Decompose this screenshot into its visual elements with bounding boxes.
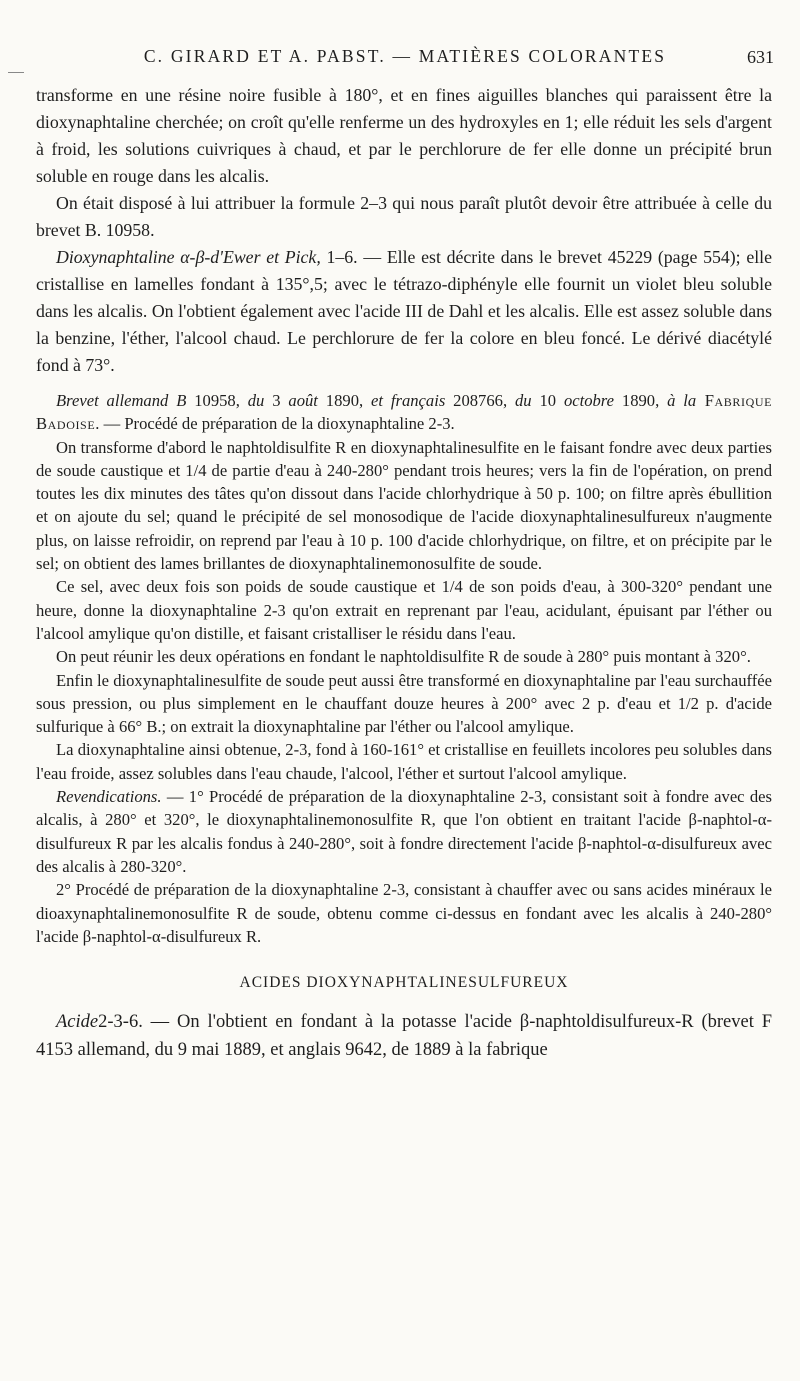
acide-text: 2-3-6. — On l'obtient en fondant à la potasse l'acide β-naphtoldisulfureux-R (brevet F 4153 allemand, du 9 mai 1889, et anglais 9642, de 1889 à la fabrique: [36, 1012, 772, 1061]
page-number: 631: [747, 47, 774, 67]
patent-title-part: et français: [371, 391, 446, 410]
compound-description: 1–6. — Elle est décrite dans le brevet 45229 (page 554); elle cristallise en lamelles fondant à 135°,5; avec le tétrazo-diphényle elle fournit un violet bleu soluble dans les alcalis. On l'obtient également avec l'acide III de Dahl et les alcalis. Elle est assez soluble dans la benzine, l'éther, l'alcool chaud. Le perchlorure de fer la colore en bleu foncé. Le dérivé diacétylé fond à 73°.: [36, 247, 772, 375]
patent-subject: . — Procédé de préparation de la dioxynaphtaline 2-3.: [95, 414, 455, 434]
paragraph-claim-2: 2° Procédé de préparation de la dioxynaphtaline 2-3, consistant à chauffer avec ou sans acides minéraux le dioaxynaphtalinemonosulfite R de soude, obtenu comme ci-dessus en fondant avec les alcalis à 240-280° l'acide β-naphtol-α-disulfureux R.: [36, 880, 772, 946]
page-body: [36, 82, 772, 1064]
patent-day-de: 3: [264, 391, 289, 410]
claims-label: Revendications.: [56, 787, 162, 807]
paragraph-formula: On était disposé à lui attribuer la formule 2–3 qui nous paraît plutôt devoir être attribuée à celle du brevet B. 10958.: [36, 193, 772, 240]
paragraph-acide-2-3-6: [36, 1008, 772, 1064]
patent-month-fr: octobre: [563, 391, 615, 410]
patent-title-part: du: [514, 391, 532, 410]
paragraph-procedure-3: On peut réunir les deux opérations en fondant le naphtoldisulfite R de soude à 280° puis montant à 320°.: [56, 647, 751, 667]
patent-title-part: à la: [667, 391, 697, 410]
paragraph-procedure-4: Enfin le dioxynaphtalinesulfite de soude peut aussi être transformé en dioxynaphtaline par l'eau surchauffée sous pression, ou plus simplement en le chauffant douze heures à 200° avec 2 p. d'eau et 1/2 p. d'acide sulfurique à 66° B.; on extrait la dioxynaphtaline par l'éther ou l'alcool amylique.: [36, 670, 772, 737]
paragraph-procedure-2: Ce sel, avec deux fois son poids de soude caustique et 1/4 de son poids d'eau, à 300-320° pendant une heure, donne la dioxynaphtaline 2-3 qu'on extrait en reprenant par l'eau, acidulant, épuisant par l'éther ou l'alcool amylique qu'on distille, et faisant cristalliser le résidu dans l'eau.: [36, 577, 772, 643]
spacer: [36, 379, 772, 389]
patent-company: Fabrique Badoise: [36, 391, 773, 434]
paragraph-claims: [36, 785, 772, 878]
patent-title-part: du: [247, 391, 265, 410]
patent-day-fr: 10: [531, 391, 564, 410]
section-heading: ACIDES DIOXYNAPHTALINESULFUREUX: [239, 974, 569, 992]
patent-title-part: Brevet allemand B: [56, 391, 187, 410]
patent-number-fr: 208766,: [445, 391, 515, 410]
acide-label: Acide: [56, 1012, 99, 1033]
running-title: C. GIRARD ET A. PABST. — MATIÈRES COLORANTES: [143, 46, 667, 66]
claims-text: — 1° Procédé de préparation de la dioxynaphtaline 2-3, consistant soit à fondre avec des alcalis, à 280° et 320°, le dioxynaphtalinemonosulfite R, que l'on obtient en traitant l'acide β-naphtol-α-disulfureux R par les alcalis fondus à 240-280°, soit à fondre directement l'acide β-naphtol-α-disulfureux avec des alcalis à 280-320°.: [36, 787, 772, 876]
paragraph-procedure-1: On transforme d'abord le naphtoldisulfite R en dioxynaphtalinesulfite en le faisant fondre avec deux parties de soude caustique et 1/4 de partie d'eau à 240-280° pendant trois heures; vers la fin de l'opération, on prend toutes les dix minutes des tâtes qu'on dissout dans l'acide chlorhydrique à 50 p. 100; on filtre après ébullition et on ajoute du sel; quand le précipité de sel monosodique de l'acide dioxynaphtalinesulfureux n'augmente plus, on laisse refroidir, on reprend par l'eau à 10 p. 100 d'acide chlorhydrique, on filtre, et on précipite par le sel; on obtient des lames brillantes de dioxynaphtalinemonosulfite de soude.: [36, 437, 772, 574]
patent-month-de: août: [288, 391, 318, 410]
paragraph-continuation: transforme en une résine noire fusible à 180°, et en fines aiguilles blanches qui paraissent être la dioxynaphtaline cherchée; on croît qu'elle renferme un des hydroxyles en 1; elle réduit les sels d'argent à froid, les solutions cuivriques à chaud, et par le perchlorure de fer elle donne un précipité brun soluble en rouge dans les alcalis.: [36, 85, 772, 186]
paragraph-ewer-pick: [36, 244, 772, 379]
patent-title: [36, 389, 772, 436]
margin-mark: [8, 72, 24, 73]
paragraph-properties: La dioxynaphtaline ainsi obtenue, 2-3, fond à 160-161° et cristallise en feuillets incolores peu solubles dans l'eau froide, assez solubles dans l'eau chaude, l'alcool, l'éther et surtout l'alcool amylique.: [36, 740, 772, 783]
patent-year-fr: 1890,: [614, 391, 668, 410]
patent-number-de: 10958,: [186, 391, 248, 410]
patent-year-de: 1890,: [317, 391, 372, 410]
compound-name: Dioxynaphtaline α-β-d'Ewer et Pick,: [56, 247, 321, 267]
running-header: [36, 46, 774, 70]
